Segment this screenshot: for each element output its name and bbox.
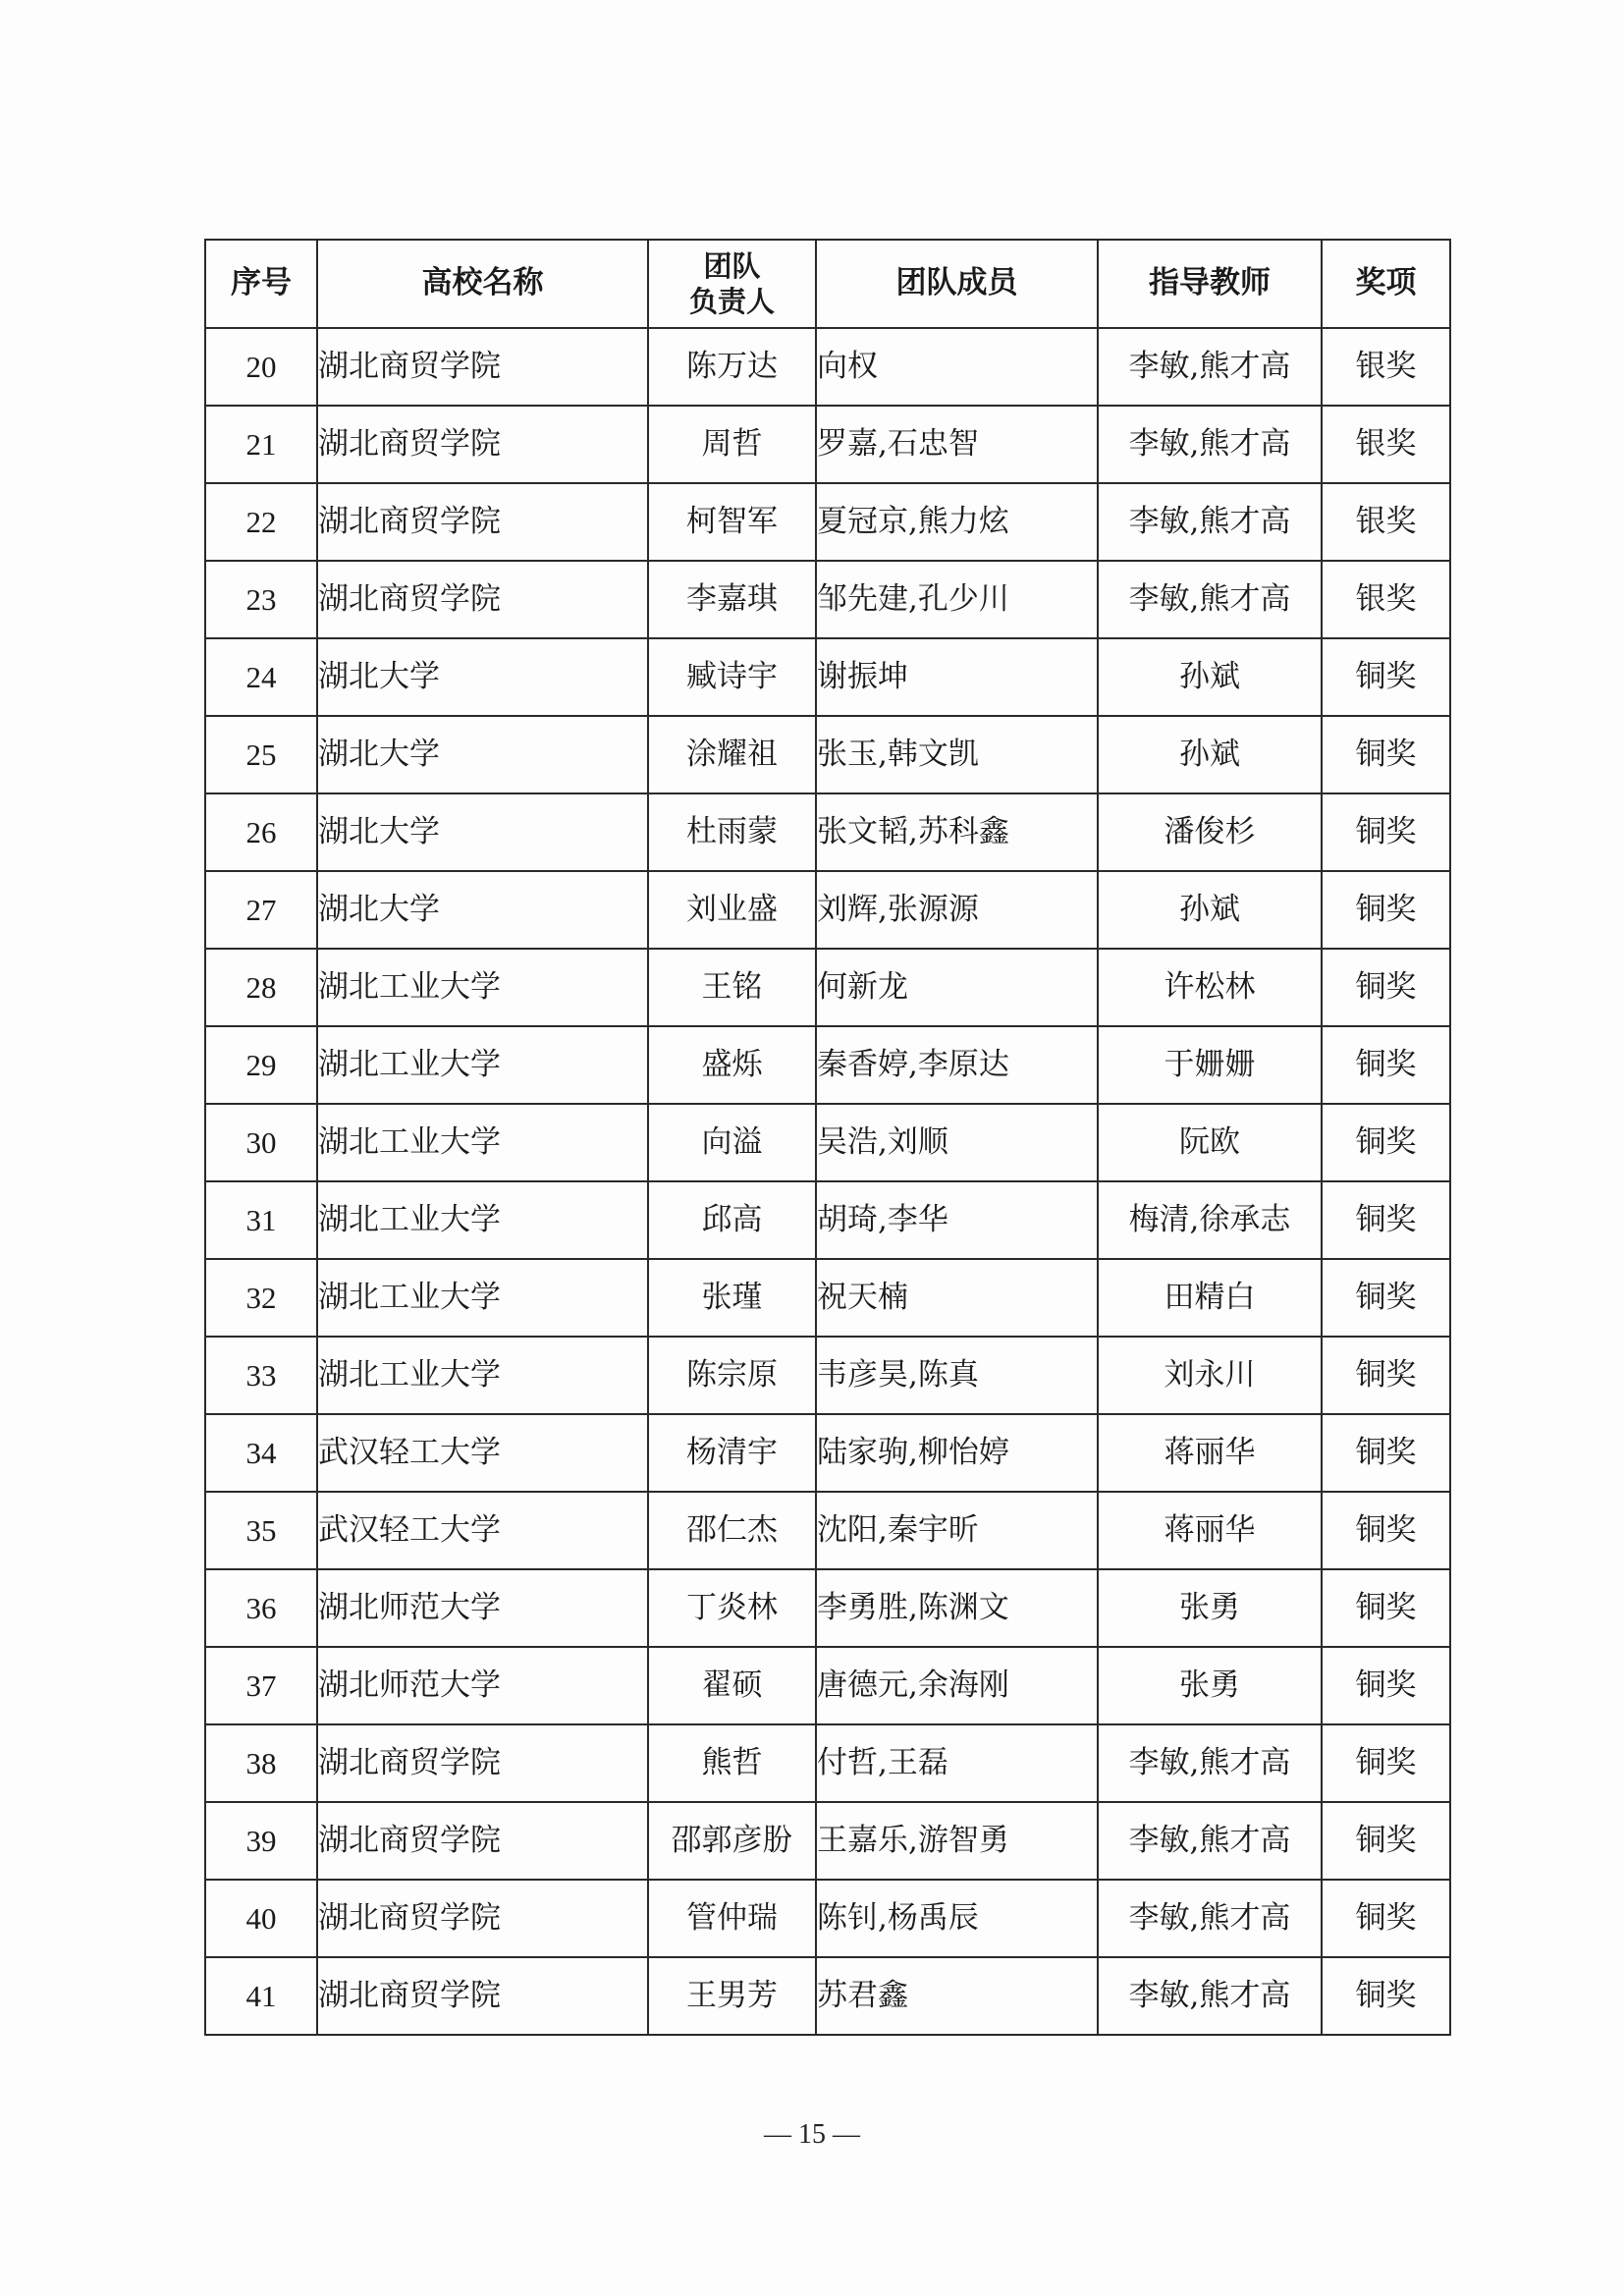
table-row xyxy=(205,1724,1450,1802)
cell-members: 苏君鑫 xyxy=(816,1957,1098,2035)
cell-leader: 管仲瑞 xyxy=(648,1880,816,1957)
cell-leader: 杜雨蒙 xyxy=(648,793,816,871)
cell-award: 铜奖 xyxy=(1322,871,1450,949)
table-row xyxy=(205,638,1450,716)
cell-award: 铜奖 xyxy=(1322,1414,1450,1492)
cell-no: 29 xyxy=(205,1026,317,1104)
cell-no: 34 xyxy=(205,1414,317,1492)
cell-no: 41 xyxy=(205,1957,317,2035)
cell-members: 张文韬,苏科鑫 xyxy=(816,793,1098,871)
cell-leader: 王铭 xyxy=(648,949,816,1026)
cell-advisor: 张勇 xyxy=(1098,1647,1322,1724)
cell-leader: 周哲 xyxy=(648,406,816,483)
cell-award: 铜奖 xyxy=(1322,1259,1450,1337)
cell-no: 36 xyxy=(205,1569,317,1647)
cell-award: 铜奖 xyxy=(1322,793,1450,871)
cell-advisor: 李敏,熊才高 xyxy=(1098,1724,1322,1802)
cell-award: 铜奖 xyxy=(1322,1104,1450,1181)
table-row xyxy=(205,1569,1450,1647)
cell-members: 吴浩,刘顺 xyxy=(816,1104,1098,1181)
cell-members: 王嘉乐,游智勇 xyxy=(816,1802,1098,1880)
table-header-row xyxy=(205,240,1450,328)
cell-advisor: 阮欧 xyxy=(1098,1104,1322,1181)
cell-no: 23 xyxy=(205,561,317,638)
cell-no: 28 xyxy=(205,949,317,1026)
cell-award: 铜奖 xyxy=(1322,1647,1450,1724)
cell-award: 铜奖 xyxy=(1322,1569,1450,1647)
cell-school: 湖北大学 xyxy=(317,871,648,949)
cell-award: 银奖 xyxy=(1322,483,1450,561)
cell-leader: 臧诗宇 xyxy=(648,638,816,716)
cell-advisor: 李敏,熊才高 xyxy=(1098,1880,1322,1957)
cell-members: 陆家驹,柳怡婷 xyxy=(816,1414,1098,1492)
cell-no: 31 xyxy=(205,1181,317,1259)
table-row xyxy=(205,328,1450,406)
cell-school: 湖北商贸学院 xyxy=(317,406,648,483)
table-row xyxy=(205,871,1450,949)
cell-award: 铜奖 xyxy=(1322,1026,1450,1104)
cell-leader: 杨清宇 xyxy=(648,1414,816,1492)
cell-advisor: 蒋丽华 xyxy=(1098,1492,1322,1569)
cell-school: 湖北师范大学 xyxy=(317,1569,648,1647)
awards-table xyxy=(204,239,1451,2036)
cell-members: 沈阳,秦宇昕 xyxy=(816,1492,1098,1569)
table-row xyxy=(205,1026,1450,1104)
cell-no: 22 xyxy=(205,483,317,561)
cell-award: 铜奖 xyxy=(1322,1181,1450,1259)
table-body xyxy=(205,328,1450,2035)
cell-school: 湖北商贸学院 xyxy=(317,1802,648,1880)
cell-leader: 王男芳 xyxy=(648,1957,816,2035)
cell-advisor: 李敏,熊才高 xyxy=(1098,1957,1322,2035)
cell-no: 40 xyxy=(205,1880,317,1957)
cell-members: 刘辉,张源源 xyxy=(816,871,1098,949)
cell-leader: 涂耀祖 xyxy=(648,716,816,793)
cell-award: 铜奖 xyxy=(1322,1724,1450,1802)
cell-advisor: 刘永川 xyxy=(1098,1337,1322,1414)
cell-no: 37 xyxy=(205,1647,317,1724)
cell-school: 湖北商贸学院 xyxy=(317,328,648,406)
cell-no: 21 xyxy=(205,406,317,483)
cell-advisor: 李敏,熊才高 xyxy=(1098,561,1322,638)
table-row xyxy=(205,1181,1450,1259)
cell-members: 邹先建,孔少川 xyxy=(816,561,1098,638)
cell-advisor: 李敏,熊才高 xyxy=(1098,483,1322,561)
cell-school: 湖北商贸学院 xyxy=(317,483,648,561)
table-row xyxy=(205,949,1450,1026)
cell-school: 湖北大学 xyxy=(317,638,648,716)
cell-members: 谢振坤 xyxy=(816,638,1098,716)
cell-school: 湖北商贸学院 xyxy=(317,1957,648,2035)
cell-leader: 向溢 xyxy=(648,1104,816,1181)
cell-members: 张玉,韩文凯 xyxy=(816,716,1098,793)
cell-school: 湖北工业大学 xyxy=(317,1259,648,1337)
table-row xyxy=(205,1880,1450,1957)
cell-award: 铜奖 xyxy=(1322,638,1450,716)
cell-leader: 邵郭彦朌 xyxy=(648,1802,816,1880)
header-members: 团队成员 xyxy=(816,240,1098,328)
cell-leader: 李嘉琪 xyxy=(648,561,816,638)
cell-advisor: 于姗姗 xyxy=(1098,1026,1322,1104)
cell-members: 向权 xyxy=(816,328,1098,406)
cell-leader: 熊哲 xyxy=(648,1724,816,1802)
cell-leader: 丁炎林 xyxy=(648,1569,816,1647)
cell-school: 湖北大学 xyxy=(317,716,648,793)
cell-members: 陈钊,杨禹辰 xyxy=(816,1880,1098,1957)
table-row xyxy=(205,1957,1450,2035)
cell-school: 湖北商贸学院 xyxy=(317,1724,648,1802)
cell-award: 银奖 xyxy=(1322,561,1450,638)
cell-members: 夏冠京,熊力炫 xyxy=(816,483,1098,561)
cell-leader: 邱高 xyxy=(648,1181,816,1259)
cell-award: 银奖 xyxy=(1322,406,1450,483)
cell-school: 武汉轻工大学 xyxy=(317,1414,648,1492)
table-row xyxy=(205,406,1450,483)
cell-school: 湖北商贸学院 xyxy=(317,561,648,638)
cell-school: 湖北工业大学 xyxy=(317,1337,648,1414)
cell-leader: 邵仁杰 xyxy=(648,1492,816,1569)
cell-no: 33 xyxy=(205,1337,317,1414)
cell-members: 罗嘉,石忠智 xyxy=(816,406,1098,483)
cell-no: 32 xyxy=(205,1259,317,1337)
table-row xyxy=(205,1492,1450,1569)
cell-school: 湖北工业大学 xyxy=(317,1181,648,1259)
cell-advisor: 孙斌 xyxy=(1098,638,1322,716)
table-row xyxy=(205,1647,1450,1724)
cell-school: 湖北工业大学 xyxy=(317,1104,648,1181)
cell-advisor: 孙斌 xyxy=(1098,716,1322,793)
cell-advisor: 潘俊杉 xyxy=(1098,793,1322,871)
cell-no: 30 xyxy=(205,1104,317,1181)
cell-award: 铜奖 xyxy=(1322,1337,1450,1414)
cell-advisor: 张勇 xyxy=(1098,1569,1322,1647)
cell-no: 24 xyxy=(205,638,317,716)
cell-members: 秦香婷,李原达 xyxy=(816,1026,1098,1104)
cell-school: 武汉轻工大学 xyxy=(317,1492,648,1569)
cell-members: 韦彦昊,陈真 xyxy=(816,1337,1098,1414)
cell-advisor: 梅清,徐承志 xyxy=(1098,1181,1322,1259)
table-row xyxy=(205,793,1450,871)
cell-advisor: 田精白 xyxy=(1098,1259,1322,1337)
page-number: — 15 — xyxy=(764,2119,860,2150)
header-leader xyxy=(648,240,816,328)
cell-leader: 张瑾 xyxy=(648,1259,816,1337)
cell-leader: 陈万达 xyxy=(648,328,816,406)
cell-leader: 陈宗原 xyxy=(648,1337,816,1414)
cell-no: 39 xyxy=(205,1802,317,1880)
cell-award: 铜奖 xyxy=(1322,716,1450,793)
table-row xyxy=(205,1802,1450,1880)
cell-award: 银奖 xyxy=(1322,328,1450,406)
cell-award: 铜奖 xyxy=(1322,1802,1450,1880)
cell-no: 26 xyxy=(205,793,317,871)
cell-no: 38 xyxy=(205,1724,317,1802)
cell-no: 27 xyxy=(205,871,317,949)
header-leader-line1: 团队 xyxy=(703,248,761,283)
header-school: 高校名称 xyxy=(317,240,648,328)
cell-leader: 柯智军 xyxy=(648,483,816,561)
cell-members: 唐德元,余海刚 xyxy=(816,1647,1098,1724)
cell-members: 付哲,王磊 xyxy=(816,1724,1098,1802)
table-row xyxy=(205,1259,1450,1337)
cell-no: 35 xyxy=(205,1492,317,1569)
cell-advisor: 蒋丽华 xyxy=(1098,1414,1322,1492)
cell-school: 湖北工业大学 xyxy=(317,949,648,1026)
header-advisor: 指导教师 xyxy=(1098,240,1322,328)
cell-members: 李勇胜,陈渊文 xyxy=(816,1569,1098,1647)
cell-award: 铜奖 xyxy=(1322,949,1450,1026)
cell-school: 湖北师范大学 xyxy=(317,1647,648,1724)
table-row xyxy=(205,1104,1450,1181)
cell-award: 铜奖 xyxy=(1322,1880,1450,1957)
cell-school: 湖北商贸学院 xyxy=(317,1880,648,1957)
cell-award: 铜奖 xyxy=(1322,1492,1450,1569)
cell-members: 何新龙 xyxy=(816,949,1098,1026)
cell-no: 20 xyxy=(205,328,317,406)
cell-no: 25 xyxy=(205,716,317,793)
table-row xyxy=(205,1337,1450,1414)
cell-members: 胡琦,李华 xyxy=(816,1181,1098,1259)
cell-members: 祝天楠 xyxy=(816,1259,1098,1337)
cell-advisor: 许松林 xyxy=(1098,949,1322,1026)
cell-school: 湖北大学 xyxy=(317,793,648,871)
cell-advisor: 李敏,熊才高 xyxy=(1098,1802,1322,1880)
cell-leader: 翟硕 xyxy=(648,1647,816,1724)
table-row xyxy=(205,1414,1450,1492)
cell-leader: 盛烁 xyxy=(648,1026,816,1104)
cell-award: 铜奖 xyxy=(1322,1957,1450,2035)
header-leader-line2: 负责人 xyxy=(688,285,775,318)
table-row xyxy=(205,561,1450,638)
cell-advisor: 李敏,熊才高 xyxy=(1098,406,1322,483)
header-no: 序号 xyxy=(205,240,317,328)
header-award: 奖项 xyxy=(1322,240,1450,328)
cell-school: 湖北工业大学 xyxy=(317,1026,648,1104)
cell-advisor: 孙斌 xyxy=(1098,871,1322,949)
table-row xyxy=(205,716,1450,793)
cell-advisor: 李敏,熊才高 xyxy=(1098,328,1322,406)
cell-leader: 刘业盛 xyxy=(648,871,816,949)
table-row xyxy=(205,483,1450,561)
